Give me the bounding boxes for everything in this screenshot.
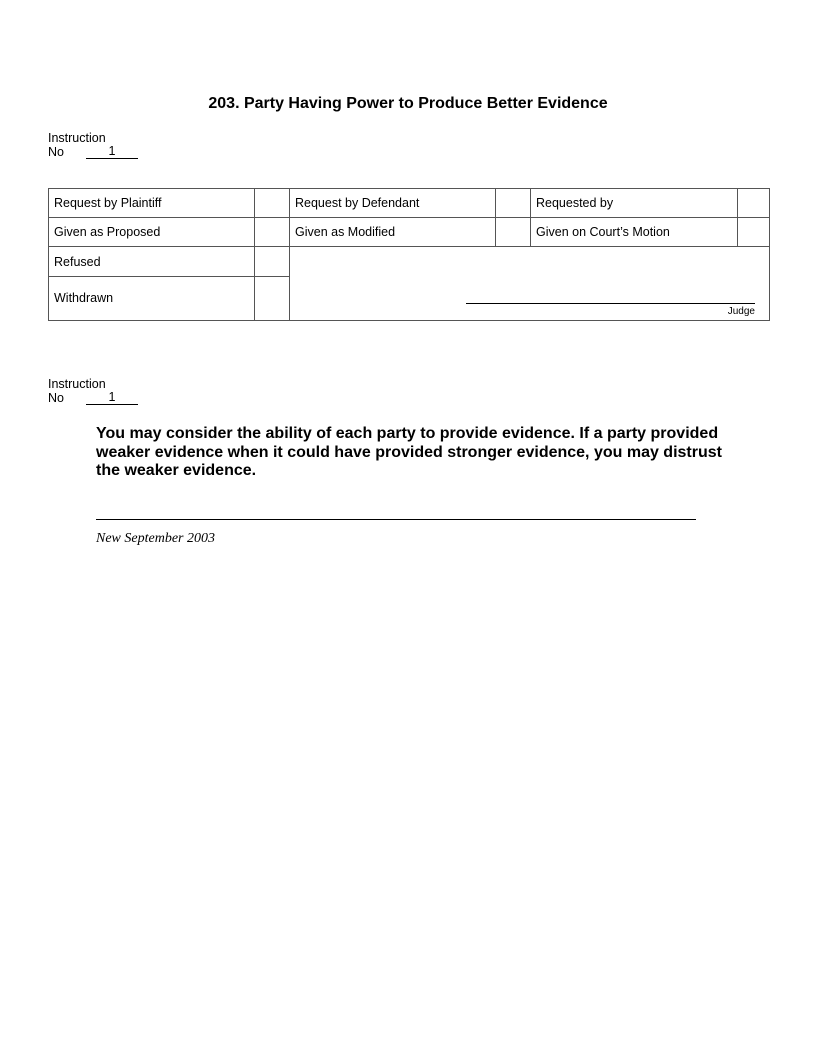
given-as-modified-label: Given as Modified	[290, 218, 496, 247]
request-by-plaintiff-label: Request by Plaintiff	[49, 189, 255, 218]
instruction-number-field[interactable]: 1	[86, 391, 138, 405]
refused-checkbox[interactable]	[255, 247, 290, 276]
instruction-label: Instruction	[48, 377, 106, 391]
history-note: New September 2003	[96, 531, 215, 546]
requested-by-label: Requested by	[531, 189, 738, 218]
given-on-courts-motion-label: Given on Court’s Motion	[531, 218, 738, 247]
request-by-defendant-checkbox[interactable]	[496, 189, 531, 218]
instruction-number-header	[48, 131, 138, 159]
no-label: No	[48, 391, 64, 405]
judge-label: Judge	[727, 306, 755, 317]
instruction-no-row	[48, 391, 138, 405]
divider	[96, 519, 696, 520]
given-as-proposed-checkbox[interactable]	[255, 218, 290, 247]
request-by-defendant-label: Request by Defendant	[290, 189, 496, 218]
requested-by-checkbox[interactable]	[738, 189, 770, 218]
judge-signature-line[interactable]	[466, 303, 755, 304]
instruction-text: You may consider the ability of each party to provide evidence. If a party provided weaker evidence when it could have provided stronger evidence, you may distrust the weaker evidence.	[96, 425, 722, 479]
judge-signature-area	[290, 247, 770, 321]
no-label: No	[48, 145, 64, 159]
instruction-no-row	[48, 145, 138, 159]
given-as-modified-checkbox[interactable]	[496, 218, 531, 247]
instruction-label: Instruction	[48, 131, 106, 145]
withdrawn-checkbox[interactable]	[255, 276, 290, 320]
table-row	[49, 218, 770, 247]
instruction-title: 203. Party Having Power to Produce Better Evidence	[208, 95, 608, 112]
refused-label: Refused	[49, 247, 255, 276]
request-by-plaintiff-checkbox[interactable]	[255, 189, 290, 218]
given-on-courts-motion-checkbox[interactable]	[738, 218, 770, 247]
instruction-number-field[interactable]: 1	[86, 145, 138, 159]
table-row	[49, 189, 770, 218]
request-table	[48, 188, 770, 321]
instruction-number-block	[48, 377, 138, 405]
table-row	[49, 247, 770, 276]
withdrawn-label: Withdrawn	[49, 276, 255, 320]
given-as-proposed-label: Given as Proposed	[49, 218, 255, 247]
